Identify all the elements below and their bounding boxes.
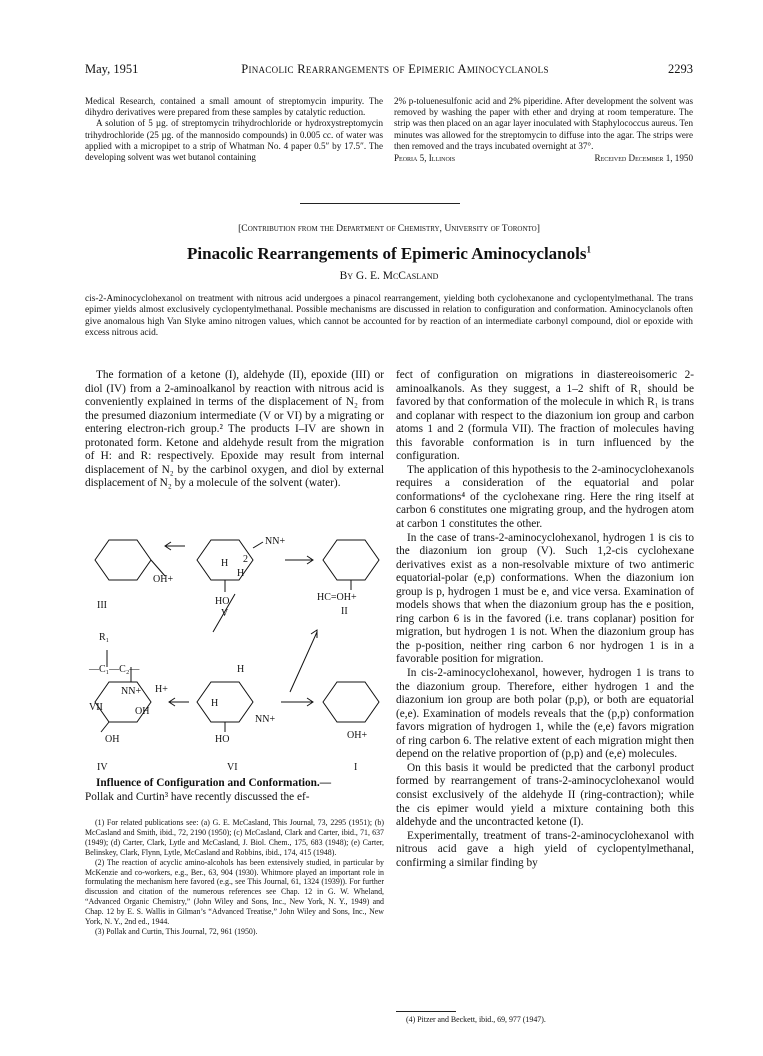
prev-article-left-column (85, 96, 383, 163)
body-paragraph: On this basis it would be predicted that the carbonyl product formed by rearrangement of trans-2-aminocyclohexanol would consist exclusively of the aldehyde II (ring-contraction); while the cis epimer would yield a mixture containing both this aldehyde and the uncontracted ketone (I). (396, 761, 694, 829)
section-divider (300, 203, 460, 204)
label-nn-plus: NN+ (265, 536, 286, 547)
body-paragraph: Pollak and Curtin³ have recently discussed the ef- (85, 790, 310, 803)
label-ho: HO (215, 596, 230, 607)
label-r1: R₁ (99, 632, 110, 643)
label-IV: IV (97, 762, 108, 773)
article-abstract: cis-2-Aminocyclohexanol on treatment with nitrous acid undergoes a pinacol rearrangement, yielding both cyclohexanone and cyclopentylmethanal. The trans epimer yields almost exclusively cyclopentylmethanal. Possible mechanisms are discussed in relation to configuration and conformation. Aminocyclanols often give anomalous high Van Slyke amino nitrogen values, which cannot be accounted for by reaction of an intermediate carbonyl compound, diol or epoxide with excess nitrous acid. (85, 294, 693, 338)
label-V: V (221, 608, 229, 619)
article-author: By G. E. McCasland (339, 270, 439, 282)
label-h: H (237, 568, 245, 579)
body-paragraph: The formation of a ketone (I), aldehyde (II), epoxide (III) or diol (IV) from a 2-aminoalkanol by reaction with nitrous acid is conveniently explained in terms of the displacement of N₂ from the presumed diazonium intermediate (V or VI) by a migrating or entering electron-rich group.² The products I–IV are shown in protonated form. Ketone and aldehyde result from the migration of H: and R: respectively. Epoxide may result from internal displacement of N₂ by the carbinol oxygen, and diol by external displacement of N₂ by a molecule of the solvent (water). (85, 369, 384, 490)
received-date: Received December 1, 1950 (594, 153, 693, 164)
body-paragraph (85, 777, 384, 791)
prev-article-paragraph: Medical Research, contained a small amount of streptomycin impurity. The dihydro derivatives were prepared from these samples by catalytic reduction. (85, 96, 383, 118)
location: Peoria 5, Illinois (394, 153, 456, 164)
article-title-text: Pinacolic Rearrangements of Epimeric Aminocyclanols (187, 244, 587, 263)
scheme-compound-labels (92, 762, 382, 776)
section-heading: Influence of Configuration and Conformation.— (96, 777, 332, 789)
body-paragraph: fect of configuration on migrations in diastereoisomeric 2-aminoalkanols. As they suggest, a 1–2 shift of R₁ should be favored by that conformation of the molecule in which R₁ is trans and coplanar with respect to the diazonium ion group and carbon atoms 1 and 2 (formula VII). The fraction of molecules having this favorable conformation is in turn influenced by the configuration. (396, 369, 694, 463)
body-paragraph: The application of this hypothesis to the 2-aminocyclohexanols requires a consideration of the equatorial and polar conformations⁴ of the cyclohexane ring. Here the ring itself at carbon 6 constitutes one migrating group, and the hydrogen atom at carbon 1 constitutes the other. (396, 463, 694, 531)
body-paragraph: In cis-2-aminocyclohexanol, however, hydrogen 1 is trans to the diazonium group. Therefore, either hydrogen 1 and the diazonium ion group are both polar (p,p), or both are equatorial (e,e). Examination of models reveals that the (p,p) conformation favors migration of hydrogen 1, while the (e,e) favors migration of ring carbon 6. The relative extent of each migration might then depend on the relative proportion of (p,p) and (e,e) molecules. (396, 667, 694, 761)
footnotes-right (396, 1015, 694, 1025)
received-line (394, 153, 693, 166)
left-column-lower (85, 777, 384, 804)
hexagon-VI (197, 682, 253, 722)
label-oh: OH (135, 706, 150, 717)
label-nn-plus: NN+ (121, 686, 142, 697)
prev-article-paragraph: A solution of 5 µg. of streptomycin trihydrochloride or hydroxystreptomycin trihydrochloride (25 µg. of the mannosido compounds) in 0.005 cc. of water was applied with a micropipet to a strip of Whatman No. 4 paper 0.5″ by 17.5″. The developing solvent was wet butanol containing (85, 118, 383, 163)
footnote-divider (396, 1011, 456, 1012)
footnotes (85, 818, 384, 937)
hexagon-III (95, 540, 151, 580)
header-date: May, 1951 (85, 62, 139, 76)
label-2: 2 (243, 554, 248, 565)
footnote: (2) The reaction of acyclic amino-alcohols has been extensively studied, in particular by McKenzie and co-workers, e.g., Ber., 63, 904 (1930). Whitmore played an important role in formulating the mechanism here favored (e.g., see This Journal, 61, 1324 (1939)). For further discussion and citation of the numerous references see Chap. 12 in G. W. Wheland, “Advanced Organic Chemistry,” (John Wiley and Sons, Inc., New York, N. Y., 1949) and Chap. 12 by E. S. Wallis in Gilman’s “Advanced Treatise,” John Wiley and Sons, Inc., New York, N. Y., 2nd ed., 1944. (85, 857, 384, 927)
reaction-scheme (85, 532, 385, 747)
label-I: I (354, 762, 358, 773)
label-oh-plus: OH+ (153, 574, 174, 585)
left-column (85, 369, 384, 491)
bond (253, 542, 263, 548)
label-h: H (211, 698, 219, 709)
footnote: (1) For related publications see: (a) G. E. McCasland, This Journal, 73, 2295 (1951); (b) McCasland and Smith, ibid., 72, 2190 (1950); (c) McCasland, Clark and Carter, ibid., 71, 637 (1949); (d) Carter, Clark, Lytle and McCasland, J. Biol. Chem., 175, 683 (1948); (e) Carter, Belinskey, Clark, Flynn, Lytle, McCasland and Robbins, ibid., 174, 415 (1948). (85, 818, 384, 857)
header-running-title: Pinacolic Rearrangements of Epimeric Aminocyclanols (241, 62, 549, 76)
right-column (396, 369, 694, 870)
running-header (85, 62, 693, 82)
title-footnote-marker: 1 (586, 244, 591, 255)
label-II: II (341, 606, 348, 617)
label-h: H (221, 558, 229, 569)
footnote: (4) Pitzer and Beckett, ibid., 69, 977 (1947). (406, 1015, 546, 1024)
body-paragraph: Experimentally, treatment of trans-2-aminocyclohexanol with nitrous acid gave a high yield of cyclopentylmethanal, confirming a similar finding by (396, 829, 694, 869)
label-h: H (237, 664, 245, 675)
hexagon-I (323, 682, 379, 722)
article-title (85, 244, 693, 264)
label-VI: VI (227, 762, 238, 773)
bond (101, 722, 109, 732)
header-page-number: 2293 (668, 62, 693, 76)
prev-article-paragraph: 2% p-toluenesulfonic acid and 2% piperidine. After development the solvent was removed by washing the paper with ether and drying at room temperature. The strip was then placed on an agar layer inoculated with Staphylococcus aureus. Ten minutes was allowed for the streptomycin to diffuse into the agar. The strips were then removed and the trays incubated overnight at 37°. (394, 96, 693, 151)
label-h-plus: H+ (155, 684, 168, 695)
label-c1c2: —C₁—C₂— (89, 664, 140, 675)
prev-article-right-column (394, 96, 693, 166)
footnote: (3) Pollak and Curtin, This Journal, 72, 961 (1950). (95, 926, 258, 936)
body-paragraph: In the case of trans-2-aminocyclohexanol, hydrogen 1 is cis to the diazonium ion group (V). Such 1,2-cis cyclohexane derivatives exist as a non-resolvable mixture of two antimeric equatorial-polar (e,p) conformations. When the diazonium ion group is p, hydrogen 1 must be e, and vice versa. Examination of models shows that when the diazonium group has the e position, ring carbon 6 is in the favored (i.e. trans coplanar) position for migration, but hydrogen 1 is not. When the diazonium group has the p-position, neither ring carbon 6 nor hydrogen 1 is in a favorable position for migration. (396, 531, 694, 666)
label-hc-oh: HC=OH+ (317, 592, 357, 603)
label-III: III (97, 600, 107, 611)
label-oh: OH (105, 734, 120, 745)
label-oh-plus: OH+ (347, 730, 368, 741)
contribution-line: [Contribution from the Department of Chemistry, University of Toronto] (238, 223, 540, 234)
arrow (290, 632, 317, 692)
label-VII: VII (89, 702, 103, 713)
hexagon-II (323, 540, 379, 580)
label-ho: HO (215, 734, 230, 745)
label-nn-plus: NN+ (255, 714, 276, 725)
